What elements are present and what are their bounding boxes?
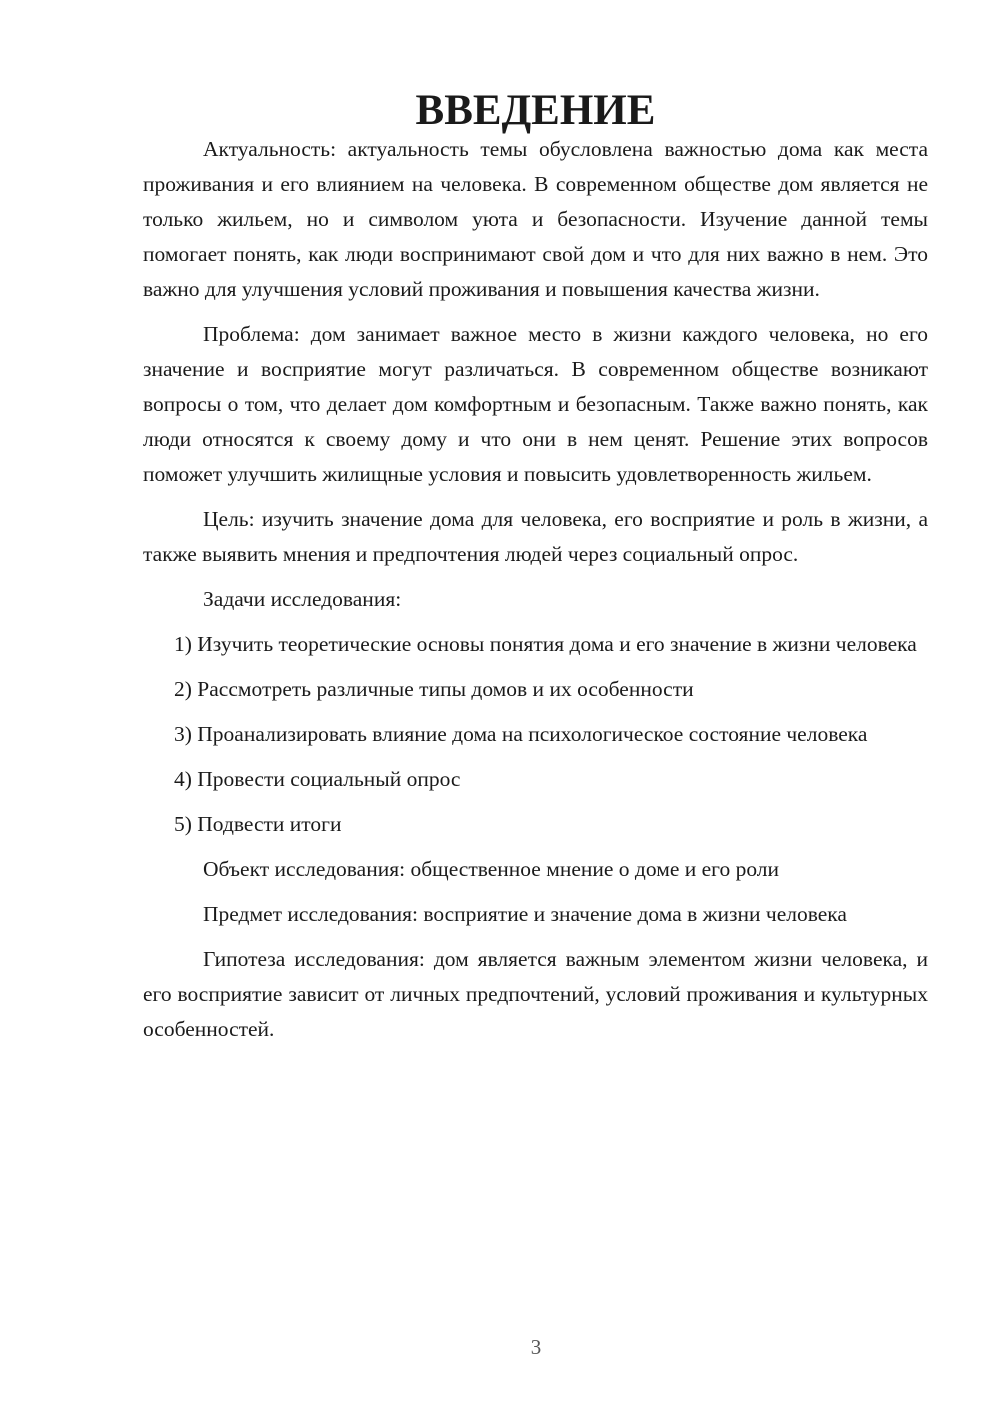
paragraph-subject: Предмет исследования: восприятие и значение дома в жизни человека <box>203 902 847 926</box>
paragraph-object: Объект исследования: общественное мнение о доме и его роли <box>203 857 780 881</box>
tasks-heading: Задачи исследования: <box>203 587 402 611</box>
page-number: 3 <box>530 1335 542 1359</box>
tasks-list <box>143 627 928 842</box>
list-item: 1) Изучить теоретические основы понятия дома и его значение в жизни человека <box>174 632 917 656</box>
paragraph-goal: Цель: изучить значение дома для человека, его восприятие и роль в жизни, а также выявить мнения и предпочтения людей через социальный опрос. <box>143 507 928 566</box>
paragraph-relevance: Актуальность: актуальность темы обусловлена важностью дома как места проживания и его влиянием на человека. В современном обществе дом является не только жильем, но и символом уюта и безопасности. Изучение данной темы помогает понять, как люди воспринимают свой дом и что для них важно в нем. Это важно для улучшения условий проживания и повышения качества жизни. <box>143 137 928 301</box>
list-item: 2) Рассмотреть различные типы домов и их особенности <box>174 677 694 701</box>
list-item: 4) Провести социальный опрос <box>174 767 461 791</box>
paragraph-problem: Проблема: дом занимает важное место в жизни каждого человека, но его значение и восприятие могут различаться. В современном обществе возникают вопросы о том, что делает дом комфортным и безопасным. Также важно понять, как люди относятся к своему дому и что они в нем ценят. Решение этих вопросов поможет улучшить жилищные условия и повысить удовлетворенность жильем. <box>143 322 928 486</box>
list-item: 3) Проанализировать влияние дома на психологическое состояние человека <box>174 722 868 746</box>
page-title: ВВЕДЕНИЕ <box>415 87 656 134</box>
list-item: 5) Подвести итоги <box>174 812 342 836</box>
page-content <box>143 87 928 1057</box>
paragraph-hypothesis: Гипотеза исследования: дом является важным элементом жизни человека, и его восприятие зависит от личных предпочтений, условий проживания и культурных особенностей. <box>143 947 928 1041</box>
